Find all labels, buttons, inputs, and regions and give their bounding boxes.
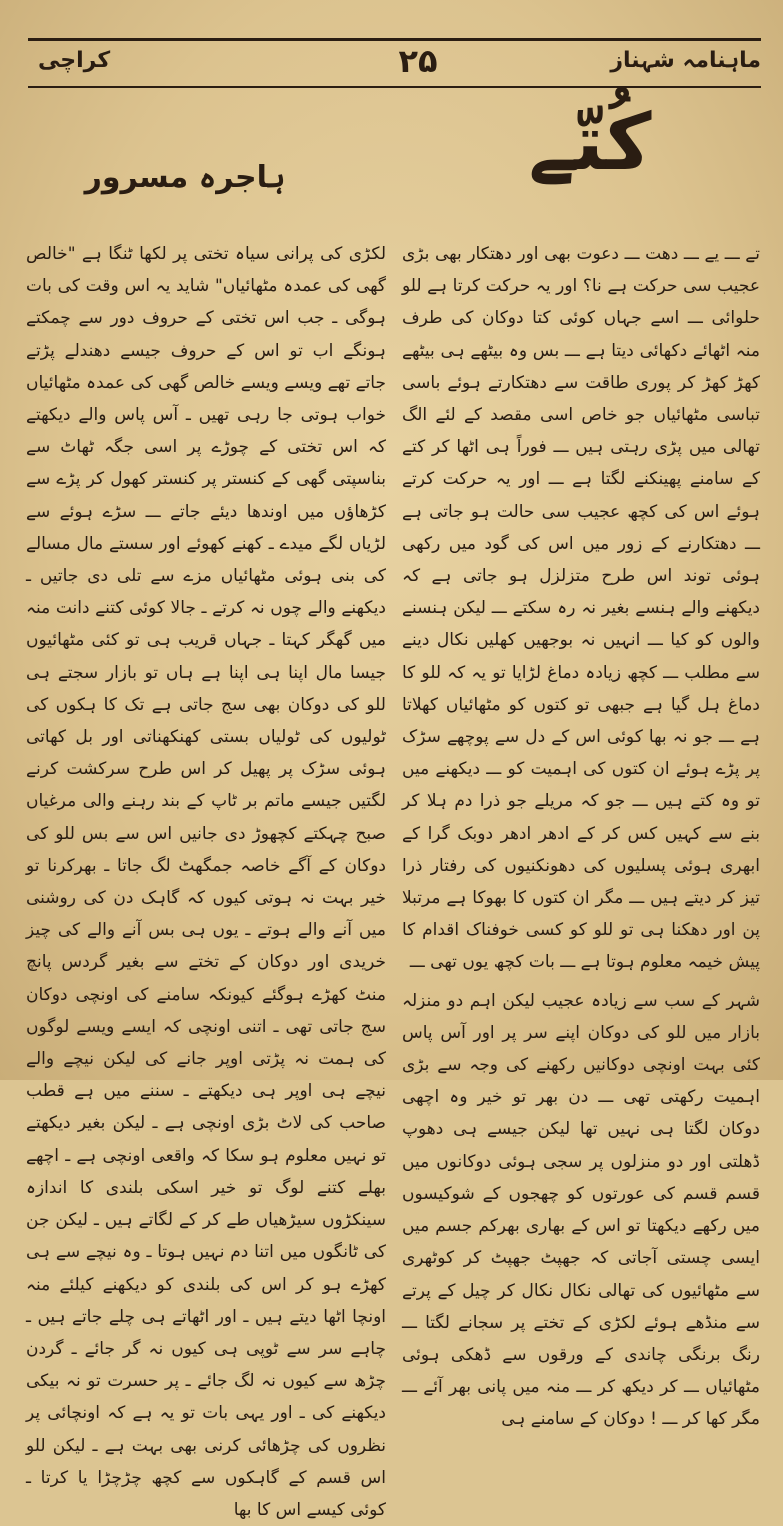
- header-rule-top: [28, 38, 761, 41]
- paragraph: تے ـــ یے ـــ دھت ـــ دعوت بھی اور دھتکار بھی بڑی عجیب سی حرکت ہے نا؟ اور یہ حرکت کرتا ہے للو حلوائی ـــ اسے جہاں کوئی کتا دوکان کی طرف منہ اٹھائے دکھائی دیتا ہے ـــ بس وہ بیٹھے ہی بیٹھے کھڑ کھڑ کر پوری طاقت سے دھتکارتے ہوئے باسی تباسی مٹھائیاں جو خاص اسی مقصد کے لئے الگ تھالی میں پڑی رہتی ہیں ـــ فوراً ہی اٹھا کر کتے کے سامنے پھینکنے لگتا ہے ـــ اور یہ حرکت کرتے ہوئے اس کی کچھ عجیب سی حالت ہو جاتی ہے ـــ دھتکارنے کے زور میں اس کی گود میں رکھی ہوئی توند اس طرح متزلزل ہو جاتی ہے کہ دیکھنے والے ہنسے بغیر نہ رہ سکتے ـــ لیکن ہنسنے والوں کو کیا ـــ انہیں نہ بوجھیں کھلیں نکال دینے سے مطلب ـــ کچھ زیادہ دماغ لڑایا تو یہ کہ للو کا دماغ ہل گیا ہے جبھی تو کتوں کو مٹھائیاں کھلاتا ہے ـــ جو نہ بھا کوئی اس کے دل سے پوچھے سڑک پر پڑے ہوئے ان کتوں کی اہمیت کو ـــ دیکھنے میں تو وہ کتے ہیں ـــ جو کہ مریلے جو ذرا دم ہلا کر بنے سے کہیں کس کر کے ادھر ادھر دوبک گرا کے ابھری ہوئی پسلیوں کی دھونکنیوں کی رفتار ذرا تیز کر دیتے ہیں ـــ مگر ان کتوں کا بھوکا ہے مرتبلا پن اور دھکنا ہی تو للو کو کسی خوفناک اقدام کا پیش خیمہ معلوم ہوتا ہے ـــ بات کچھ یوں تھی ـــ: [402, 244, 760, 973]
- text-column-left: [26, 238, 386, 1526]
- page-header: [28, 42, 761, 84]
- paragraph: لکڑی کی پرانی سیاہ تختی پر لکھا ٹنگا ہے "خالص گھی کی عمدہ مٹھائیاں" شاید یہ اس وقت کی بات ہوگی ـ جب اس تختی کے حروف دور سے چمکتے ہونگے اب تو اس کے حروف جیسے دھندلے پڑتے جاتے تھے ویسے ویسے خالص گھی کی عمدہ مٹھائیاں خواب ہوتی جا رہی تھیں ـ آس پاس والے دیکھتے کہ اس تختی کے چوڑے پر اسی جگہ ٹھاٹ سے بناسپتی گھی کے کنستر پر کنستر کھول کر پڑے سے کڑھاؤں میں اوندھا دیئے جاتے ـــ سڑے ہوئے سے لڑیاں لگے میدے ـ کھنے کھوئے اور سستے مال مسالے کی بنی ہوئی مٹھائیاں مزے سے تلی دی جاتیں ـ دیکھنے والے چوں نہ کرتے ـ جالا کوئی کتنے دانت منہ میں گھگر کہتا ـ جہاں قریب ہی تو کئی مٹھائیوں جیسا مال اپنا ہی اپنا ہے ہاں تو بازار سجتے ہی للو کی دوکان بھی سج جاتی ہے تک کا ہکوں کی ٹولیوں کی ٹولیاں بستی کھنکھناتی اور بل کھاتی ہوئی سڑک پر پھیل کر اس طرح سرکشت کرنے لگتیں جیسے ماتم بر ٹاپ کے بند رہنے والی مرغیاں صبح چہکتے کچھوڑ دی جانیں اس سے بس للو کی دوکان کے آگے خاصہ جمگھٹ لگ جاتا ـ بھرکرنا تو خیر بہت نہ ہوتی کیوں کہ گاہک دن کی روشنی میں آنے والے ہوتے ـ یوں ہی بس آنے والے کی چیز خریدی اور دوکان کے تختے سے بغیر گردس پانچ منٹ کھڑے ہوگئے کیونکہ سامنے کی اونچی دوکان سج جاتی تھی ـ اتنی اونچی کہ ایسے ویسے لوگوں کی ہمت نہ پڑتی اوپر جانے کی لیکن نیچے والے نیچے ہی اوپر ہی دیکھتے ـ سننے میں ہے قطب صاحب کی لاٹ بڑی اونچی ہے ـ لیکن بغیر دیکھتے تو نہیں معلوم ہو سکا کہ واقعی اونچی ہے ـ اچھے بھلے کتنے لوگ تو خیر اسکی بلندی کا اندازہ سینکڑوں سیڑھیاں طے کر کے لگاتے ہیں ـ لیکن جن کی ٹانگوں میں اتنا دم نہیں ہوتا ـ وہ نیچے سے ہی کھڑے ہو کر اس کی بلندی کو دیکھنے کیلئے منہ اونچا اٹھا دیتے ہیں ـ اور اٹھاتے ہی چلے جاتے ہیں ـ چاہے سر سے ٹوپی ہی کیوں نہ گر جائے ـ گردن چڑھ سے کیوں نہ لگ جائے ـ پر حسرت تو نہ بیکی دیکھنے کی ـ اور یہی بات تو یہ ہے کہ اونچائی پر نظروں کی چڑھائی کرنی بھی بہت ہے ـ لیکن للو اس قسم کے گاہکوں سے کچھ چڑچڑا یا کرتا ـ کوئی کیسے اس کا بھا: [26, 244, 386, 1520]
- page-number: ۲۵: [398, 42, 438, 80]
- city-name: کراچی: [38, 48, 111, 73]
- story-title: کُتّے: [528, 98, 652, 188]
- magazine-name: ماہنامہ شہناز: [610, 48, 761, 73]
- text-column-right: [402, 238, 760, 1436]
- paragraph: شہر کے سب سے زیادہ عجیب لیکن اہم دو منزلہ بازار میں للو کی دوکان اپنے سر پر اور آس پاس کئی بہت اونچی دوکانیں رکھنے کی وجہ سے بڑی اہمیت رکھتی تھی ـــ دن بھر تو خیر وہ اچھی دوکان لگتا ہی نہیں تھا لیکن جیسے ہی دھوپ ڈھلتی اور دو منزلوں پر سجی ہوئی دوکانوں میں قسم قسم کی عورتوں کو چھجوں کے شوکیسوں میں رکھے دیکھتا تو اس کے بھاری بھرکم جسم میں ایسی چستی آجاتی کہ جھپٹ جھپٹ کر کوٹھری سے مٹھائیوں کی تھالی نکال نکال کر چیل کے پرتے سے منڈھے ہوئے لکڑی کے تختے پر سجانے لگتا ـــ رنگ برنگی چاندی کے ورقوں سے ڈھکی ہوئی مٹھائیاں ـــ کر دیکھ کر ـــ منہ میں پانی بھر آئے ـــ مگر کھا کر ـــ ! دوکان کے سامنے ہی: [402, 990, 760, 1430]
- story-author: ہاجرہ مسرور: [84, 160, 286, 195]
